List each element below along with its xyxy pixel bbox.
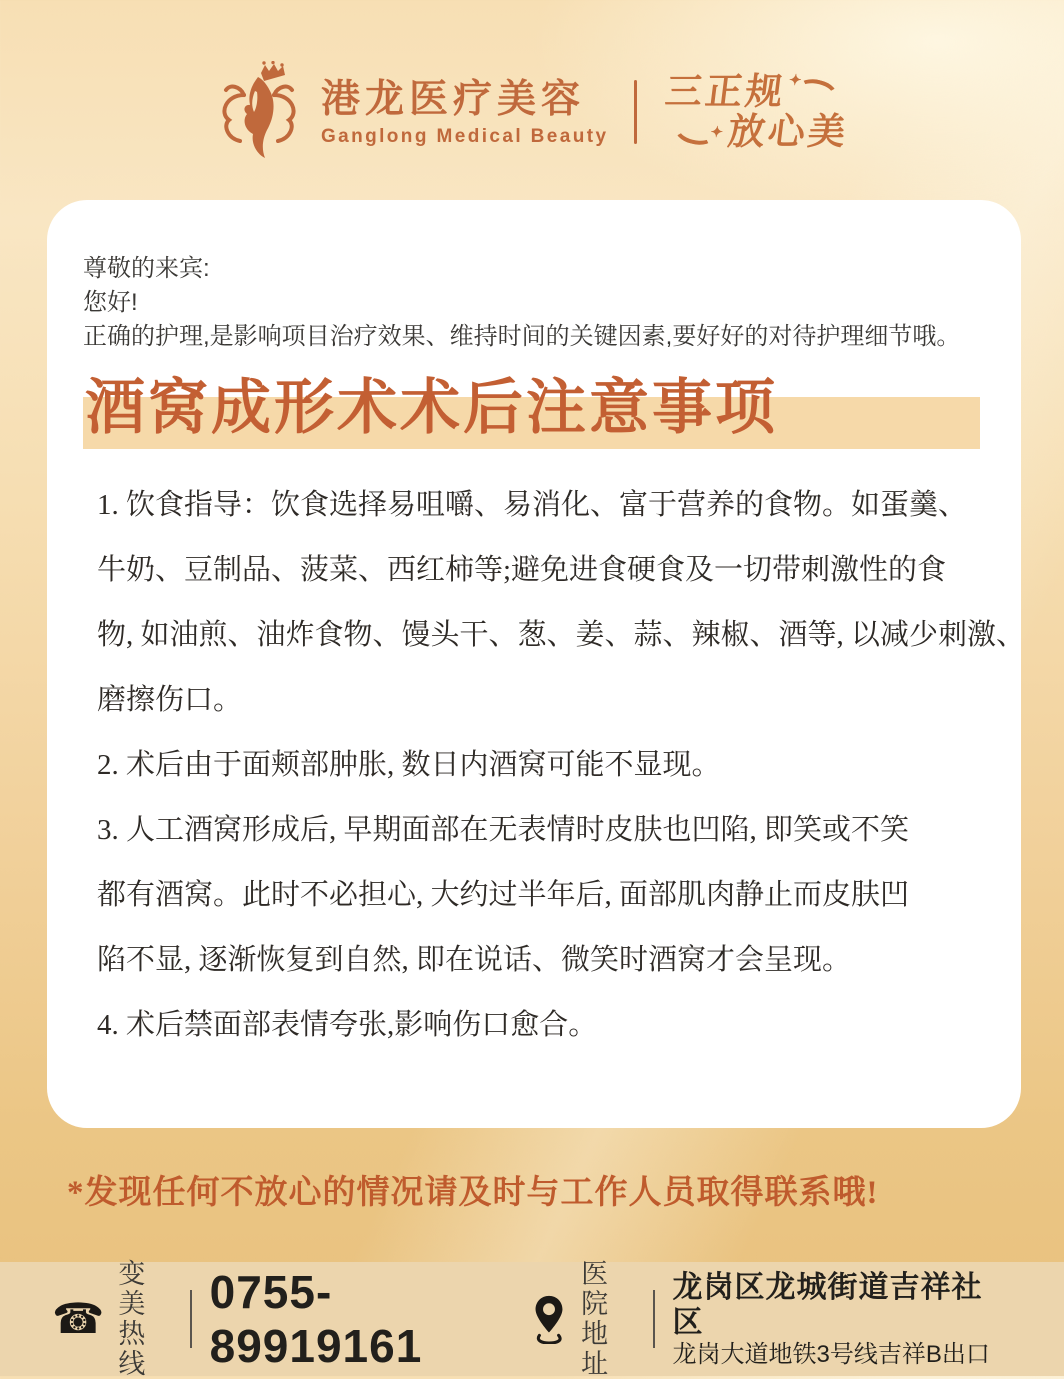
hotline-label <box>118 1259 181 1379</box>
hotline-group <box>52 1259 531 1379</box>
slogan-line-1 <box>663 72 855 112</box>
header-divider <box>634 80 637 144</box>
telephone-icon: ☎ <box>52 1295 105 1342</box>
care-line: 1. 饮食指导：饮食选择易咀嚼、易消化、富于营养的食物。如蛋羹、 <box>97 489 968 521</box>
slogan-block <box>659 72 856 152</box>
care-line: 牛奶、豆制品、菠菜、西红柿等;避免进食硬食及一切带刺激性的食 <box>97 554 947 586</box>
address-label-line: 地址 <box>581 1319 621 1379</box>
footer-bar <box>0 1259 1064 1379</box>
greeting-line: 尊敬的来宾: <box>83 255 210 282</box>
hotline-label-line: 变美 <box>118 1259 158 1319</box>
brand-name-cn: 港龙医疗美容 <box>320 77 585 121</box>
care-line: 3. 人工酒窝形成后, 早期面部在无表情时皮肤也凹陷, 即笑或不笑 <box>97 814 910 846</box>
address-line: 龙岗大道地铁3号线吉祥B出口 <box>672 1340 990 1368</box>
address-text <box>673 1270 1000 1369</box>
address-label-line: 医院 <box>581 1259 621 1319</box>
swoosh-icon <box>672 115 720 148</box>
content-card <box>47 200 1026 1128</box>
header <box>0 56 1064 168</box>
greeting-line: 正确的护理,是影响项目治疗效果、维持时间的关键因素,要好好的对待护理细节哦。 <box>83 323 961 350</box>
slogan-line-2 <box>673 112 851 152</box>
hotline-label-line: 热线 <box>118 1319 158 1379</box>
care-line: 都有酒窝。此时不必担心, 大约过半年后, 面部肌肉静止而皮肤凹 <box>97 879 910 911</box>
slogan-text-1: 三正规 <box>663 71 789 112</box>
hotline-number: 0755-89919161 <box>209 1266 423 1372</box>
care-instructions-list <box>97 473 1026 1058</box>
address-line: 龙岗区龙城街道吉祥社区 <box>672 1270 983 1339</box>
footer-divider <box>653 1290 655 1348</box>
care-line: 2. 术后由于面颊部肿胀, 数日内酒窝可能不显现。 <box>97 749 721 781</box>
contact-note: *发现任何不放心的情况请及时与工作人员取得联系哦! <box>67 1175 879 1211</box>
sparkle-icon: ✦ <box>788 71 806 89</box>
care-line: 陷不显, 逐渐恢复到自然, 即在说话、微笑时酒窝才会呈现。 <box>97 944 852 976</box>
address-label <box>581 1259 644 1379</box>
ganglong-logo-icon <box>213 61 305 163</box>
brand-name-en: Ganglong Medical Beauty <box>320 125 609 147</box>
page-title: 酒窝成形术术后注意事项 <box>85 375 778 441</box>
care-line: 4. 术后禁面部表情夸张,影响伤口愈合。 <box>97 1009 598 1041</box>
care-line: 磨擦伤口。 <box>97 684 243 716</box>
slogan-text-2: 放心美 <box>726 111 852 152</box>
care-line: 物, 如油煎、油炸食物、馒头干、葱、姜、蒜、辣椒、酒等, 以减少刺激、 <box>97 619 1026 651</box>
greeting-block <box>83 252 960 354</box>
greeting-line: 您好! <box>83 289 138 316</box>
location-pin-icon <box>531 1294 567 1344</box>
brand-block <box>321 77 608 148</box>
footer-divider <box>190 1290 192 1348</box>
address-group <box>531 1259 1000 1379</box>
sparkle-icon: ✦ <box>709 123 728 141</box>
